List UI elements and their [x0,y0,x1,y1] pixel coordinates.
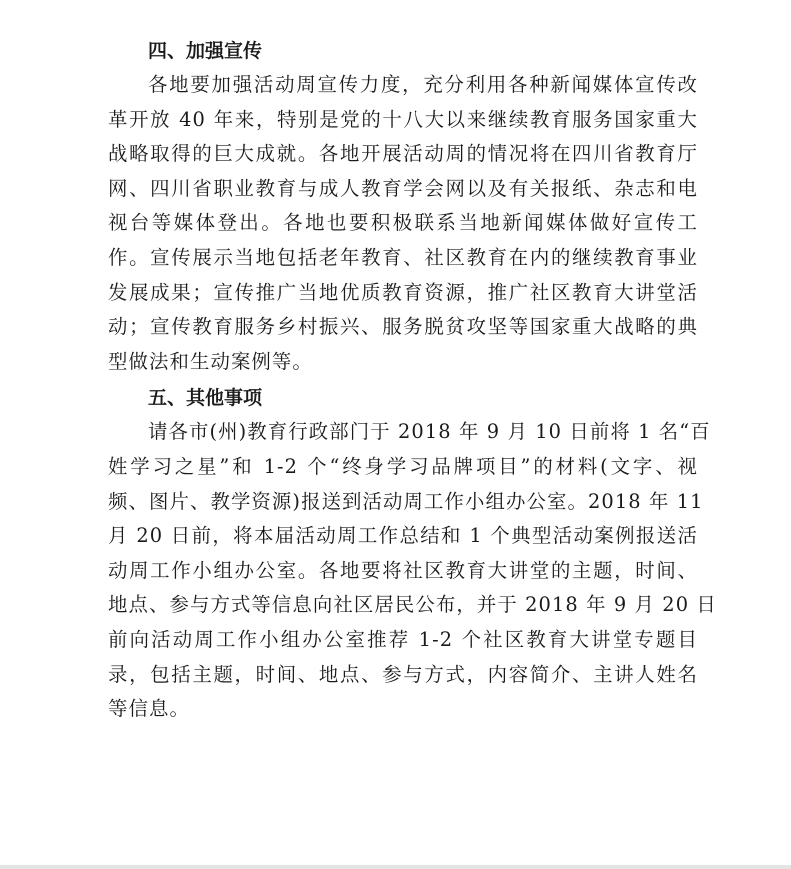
paragraph-line: 等信息。 [108,697,190,721]
paragraph-line: 战略取得的巨大成就。各地开展活动周的情况将在四川省教育厅 [108,142,698,166]
section-body-other-matters [108,415,717,726]
paragraph-line: 型做法和生动案例等。 [108,349,313,373]
paragraph-line: 请各市(州)教育行政部门于 2018 年 9 月 10 日前将 1 名“百 [148,420,711,444]
paragraph-line: 革开放 40 年来，特别是党的十八大以来继续教育服务国家重大 [108,107,698,131]
paragraph-line: 动周工作小组办公室。各地要将社区教育大讲堂的主题，时间、 [108,558,698,582]
paragraph-line: 录，包括主题，时间、地点、参与方式，内容简介、主讲人姓名 [108,662,698,686]
section-body-publicity [108,68,698,379]
paragraph-line: 发展成果；宣传推广当地优质教育资源，推广社区教育大讲堂活 [108,280,698,304]
paragraph-line: 姓学习之星”和 1-2 个“终身学习品牌项目”的材料(文字、视 [108,454,698,478]
section-heading-other-matters: 五、其他事项 [148,387,263,410]
paragraph-line: 频、图片、教学资源)报送到活动周工作小组办公室。2018 年 11 [108,489,704,513]
paragraph-line: 动；宣传教育服务乡村振兴、服务脱贫攻坚等国家重大战略的典 [108,315,698,339]
document-page [108,34,717,727]
paragraph-line: 作。宣传展示当地包括老年教育、社区教育在内的继续教育事业 [108,245,698,269]
paragraph-line: 网、四川省职业教育与成人教育学会网以及有关报纸、杂志和电 [108,176,698,200]
paragraph-line: 前向活动周工作小组办公室推荐 1-2 个社区教育大讲堂专题目 [108,627,698,651]
paragraph-line: 地点、参与方式等信息向社区居民公布，并于 2018 年 9 月 20 日 [108,593,717,617]
paragraph-line: 视台等媒体登出。各地也要积极联系当地新闻媒体做好宣传工 [108,211,698,235]
page-bottom-divider [0,865,791,869]
paragraph-line: 月 20 日前，将本届活动周工作总结和 1 个典型活动案例报送活 [108,524,698,548]
paragraph-line: 各地要加强活动周宣传力度，充分利用各种新闻媒体宣传改 [148,73,698,96]
section-heading-publicity: 四、加强宣传 [148,40,263,62]
